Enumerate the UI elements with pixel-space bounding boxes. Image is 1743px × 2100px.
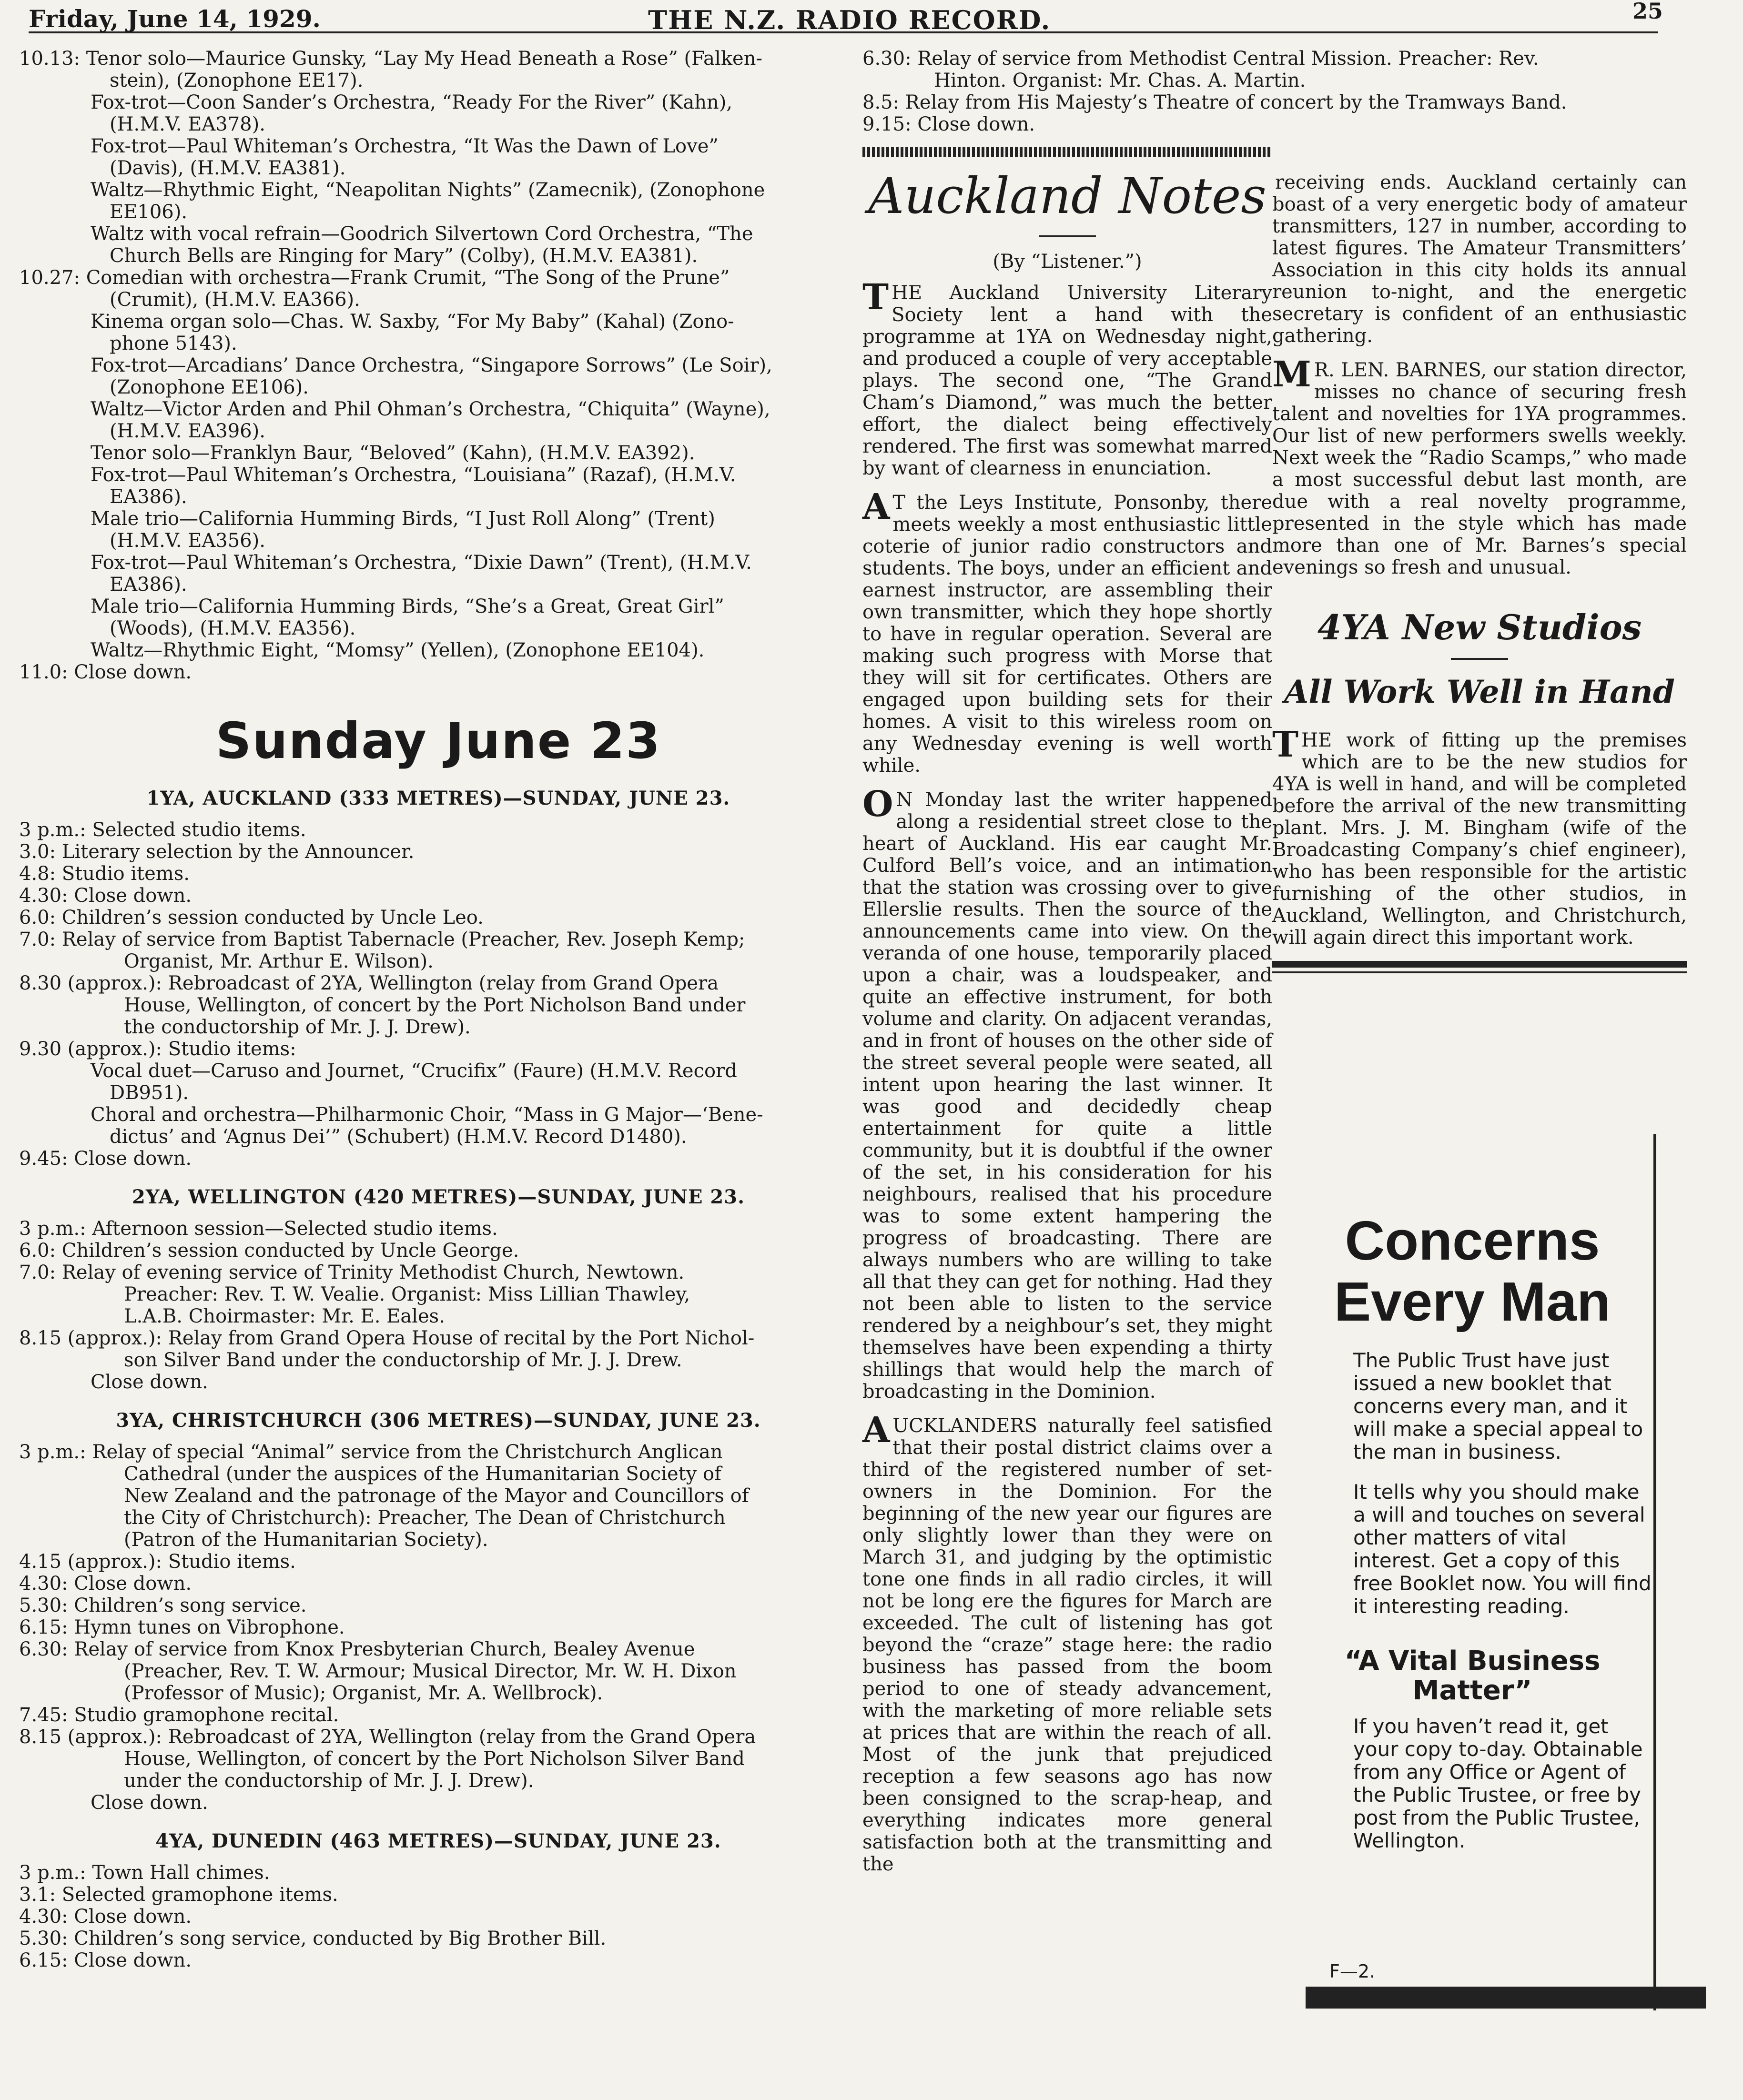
- schedule-line: 7.0: Relay of evening service of Trinity Methodist Church, Newtown.: [19, 1262, 685, 1283]
- programme-line: Fox-trot—Paul Whiteman’s Orchestra, “Dixie Dawn” (Trent), (H.M.V.: [91, 552, 752, 574]
- schedule-line: 6.30: Relay of service from Knox Presbyterian Church, Bealey Avenue: [19, 1638, 695, 1660]
- schedule-line: 6.0: Children’s session conducted by Uncle Leo.: [19, 907, 484, 929]
- title-rule: [1039, 235, 1096, 237]
- schedule-line: L.A.B. Choirmaster: Mr. E. Eales.: [124, 1305, 445, 1327]
- schedule-line: dictus’ and ‘Agnus Dei’” (Schubert) (H.M.V. Record D1480).: [110, 1126, 687, 1148]
- schedule-line: 6.15: Hymn tunes on Vibrophone.: [19, 1616, 345, 1638]
- schedule-line: 6.0: Children’s session conducted by Uncle George.: [19, 1240, 519, 1262]
- programme-line: (Woods), (H.M.V. EA356).: [110, 617, 356, 639]
- notes-paragraph: [862, 277, 1272, 479]
- schedule-line: under the conductorship of Mr. J. J. Drew).: [124, 1770, 534, 1792]
- schedule-line: Choral and orchestra—Philharmonic Choir, “Mass in G Major—‘Bene-: [91, 1104, 763, 1126]
- notes-paragraph: [1272, 354, 1687, 578]
- schedule-line: 3.0: Literary selection by the Announcer.: [19, 841, 415, 863]
- programme-line: stein), (Zonophone EE17).: [110, 70, 364, 91]
- drop-cap: T: [862, 277, 889, 318]
- schedule-line: Preacher: Rev. T. W. Vealie. Organist: Miss Lillian Thawley,: [124, 1283, 690, 1305]
- station-heading: 1YA, AUCKLAND (333 METRES)—SUNDAY, JUNE 23.: [146, 787, 730, 809]
- programme-line: 9.15: Close down.: [862, 113, 1035, 135]
- ad-paragraph-1: The Public Trust have just issued a new booklet that concerns every man, and it will make a special appeal to the man in business.: [1353, 1349, 1643, 1464]
- schedule-line: Organist, Mr. Arthur E. Wilson).: [124, 950, 434, 972]
- schedule-line: (Preacher, Rev. T. W. Armour; Musical Director, Mr. W. H. Dixon: [124, 1660, 737, 1682]
- schedule-line: 4.8: Studio items.: [19, 863, 190, 885]
- studios-title: 4YA New Studios: [1317, 607, 1642, 647]
- schedule-line: son Silver Band under the conductorship of Mr. J. J. Drew.: [124, 1349, 682, 1371]
- programme-line: Waltz—Victor Arden and Phil Ohman’s Orchestra, “Chiquita” (Wayne),: [91, 398, 770, 420]
- schedule-line: 7.0: Relay of service from Baptist Tabernacle (Preacher, Rev. Joseph Kemp;: [19, 929, 745, 950]
- programme-line: Waltz—Rhythmic Eight, “Momsy” (Yellen), (Zonophone EE104).: [91, 639, 705, 661]
- programme-line: EA386).: [110, 574, 187, 596]
- ad-code: F—2.: [1329, 1961, 1376, 1982]
- programme-line: 11.0: Close down.: [19, 661, 192, 683]
- station-heading: 3YA, CHRISTCHURCH (306 METRES)—SUNDAY, JUNE 23.: [116, 1409, 761, 1432]
- notes-paragraph: [862, 486, 1272, 777]
- programme-line: 10.27: Comedian with orchestra—Frank Crumit, “The Song of the Prune”: [19, 267, 730, 289]
- programme-line: Waltz—Rhythmic Eight, “Neapolitan Nights” (Zamecnik), (Zonophone: [91, 179, 765, 201]
- ad-quote: “A Vital Business Matter”: [1344, 1646, 1601, 1706]
- schedule-line: 4.15 (approx.): Studio items.: [19, 1551, 296, 1573]
- column-notes-continued: [1272, 172, 1687, 988]
- page-number: 25: [1632, 0, 1663, 24]
- programme-tail: [862, 48, 1567, 135]
- programme-line: 6.30: Relay of service from Methodist Central Mission. Preacher: Rev.: [862, 48, 1539, 70]
- programme-line: Church Bells are Ringing for Mary” (Colby), (H.M.V. EA381).: [110, 245, 698, 267]
- programme-line: Fox-trot—Paul Whiteman’s Orchestra, “It Was the Dawn of Love”: [91, 135, 719, 157]
- programme-line: EE106).: [110, 201, 188, 223]
- paragraph-text: T the Leys Institute, Ponsonby, there meets weekly a most enthusiastic little coterie of junior radio constructors and students. The boys, under an efficient and earnest instructor, are assembling their own transmitter, which they hope shortly to have in regular operation. Several are making such progress with Morse that they will sit for certificates. Others are engaged upon building sets for their homes. A visit to this wireless room on any Wednesday evening is well worth while.: [862, 492, 1272, 777]
- drop-cap: T: [1272, 724, 1299, 765]
- programme-line: (Davis), (H.M.V. EA381).: [110, 157, 346, 179]
- schedule-line: House, Wellington, of concert by the Port Nicholson Silver Band: [124, 1748, 745, 1770]
- paragraph-text: HE Auckland University Literary Society lent a hand with the programme at 1YA on Wednesday night, and produced a couple of very acceptable plays. The second one, “The Grand Cham’s Diamond,” was much the better effort, the dialect being effectively rendered. The first was somewhat marred by want of clearness in enunciation.: [862, 282, 1272, 479]
- column-programmes: [19, 48, 858, 1971]
- schedule-line: 3 p.m.: Relay of special “Animal” service from the Christchurch Anglican: [19, 1441, 723, 1463]
- studios-subtitle: All Work Well in Hand: [1284, 673, 1675, 710]
- schedule-line: 3.1: Selected gramophone items.: [19, 1884, 338, 1906]
- page-header: [29, 0, 1663, 35]
- drop-cap: O: [862, 784, 893, 825]
- schedule-line: DB951).: [110, 1082, 189, 1104]
- schedule-line: Close down.: [91, 1792, 208, 1814]
- ad-headline: [1291, 1210, 1653, 1332]
- notes-paragraph: [862, 784, 1272, 1403]
- studios-paragraph: [1272, 724, 1687, 949]
- schedule-line: 8.30 (approx.): Rebroadcast of 2YA, Wellington (relay from Grand Opera: [19, 972, 719, 994]
- programme-line: Fox-trot—Coon Sander’s Orchestra, “Ready For the River” (Kahn),: [91, 91, 733, 113]
- notes-paragraph: [1272, 172, 1687, 347]
- drop-cap: A: [862, 1410, 890, 1451]
- auckland-notes-title: Auckland Notes: [868, 167, 1267, 225]
- schedule-line: the City of Christchurch): Preacher, The Dean of Christchurch: [124, 1507, 726, 1529]
- programme-line: Kinema organ solo—Chas. W. Saxby, “For My Baby” (Kahal) (Zono-: [91, 311, 734, 333]
- bottom-rule: [1306, 1987, 1706, 2009]
- schedule-line: 4.30: Close down.: [19, 1573, 192, 1595]
- column-rule: [862, 147, 1272, 157]
- programme-line: (H.M.V. EA396).: [110, 420, 265, 442]
- programme-line: phone 5143).: [110, 333, 237, 354]
- programme-line: (Crumit), (H.M.V. EA366).: [110, 289, 360, 311]
- schedule-line: Close down.: [91, 1371, 208, 1393]
- programme-line: 10.13: Tenor solo—Maurice Gunsky, “Lay My Head Beneath a Rose” (Falken-: [19, 48, 762, 70]
- ad-headline-line1: Concerns: [1345, 1210, 1600, 1272]
- schedule-line: Cathedral (under the auspices of the Humanitarian Society of: [124, 1463, 721, 1485]
- drop-cap: M: [1272, 354, 1311, 395]
- byline: (By “Listener.”): [993, 251, 1142, 273]
- programme-line: (H.M.V. EA356).: [110, 530, 265, 552]
- schedule-line: 7.45: Studio gramophone recital.: [19, 1704, 339, 1726]
- ad-paragraph-2: It tells why you should make a will and touches on several other matters of vital interest. Get a copy of this free Booklet now. You will find it interesting reading.: [1353, 1480, 1652, 1618]
- programme-line: Male trio—California Humming Birds, “She’s a Great, Great Girl”: [91, 596, 724, 617]
- studios-text: HE work of fitting up the premises which are to be the new studios for 4YA is well in hand, and will be completed before the arrival of the new transmitting plant. Mrs. J. M. Bingham (wife of the Broadcasting Company’s chief engineer), who has been responsible for the artistic furnishing of the other studios, in Auckland, Wellington, and Christchurch, will again direct this important work.: [1272, 729, 1687, 949]
- programme-continuation: [19, 48, 858, 683]
- schedule-line: 9.45: Close down.: [19, 1148, 192, 1170]
- notes-body: [862, 277, 1272, 1875]
- schedule-line: 3 p.m.: Selected studio items.: [19, 819, 306, 841]
- schedule-line: House, Wellington, of concert by the Port Nicholson Band under: [124, 994, 746, 1016]
- schedule-line: 9.30 (approx.): Studio items:: [19, 1038, 296, 1060]
- schedule-line: 3 p.m.: Afternoon session—Selected studio items.: [19, 1218, 498, 1240]
- paragraph-text: N Monday last the writer happened along a residential street close to the heart of Auckland. His ear caught Mr. Culford Bell’s voice, and an intimation that the station was crossing over to give Ellerslie results. Then the source of the announcements came into view. On the veranda of one house, temporarily placed upon a chair, was a loudspeaker, and quite an effective instrument, for both volume and clarity. On adjacent verandas, and in front of houses on the other side of the street several people were seated, all intent upon hearing the last winner. It was good and decidedly cheap entertainment for quite a little community, but it is doubtful if the owner of the set, in his consideration for his neighbours, realised that his procedure was to some extent hampering the progress of broadcasting. There are always numbers who are willing to take all that they can get for nothing. Had they not been able to listen to the service rendered by a neighbour’s set, they might themselves have been expending a thirty shillings that would help the march of broadcasting in the Dominion.: [862, 789, 1272, 1403]
- section-rule: [1272, 961, 1687, 968]
- notes-paragraph: [862, 1410, 1272, 1875]
- publication-title: THE N.Z. RADIO RECORD.: [648, 5, 1051, 35]
- programme-line: (Zonophone EE106).: [110, 376, 309, 398]
- schedule-line: 4.30: Close down.: [19, 1906, 192, 1928]
- programme-line: Fox-trot—Paul Whiteman’s Orchestra, “Louisiana” (Razaf), (H.M.V.: [91, 464, 736, 486]
- schedule-line: 5.30: Children’s song service.: [19, 1595, 307, 1616]
- programme-line: Fox-trot—Arcadians’ Dance Orchestra, “Singapore Sorrows” (Le Soir),: [91, 354, 772, 376]
- programme-line: (H.M.V. EA378).: [110, 113, 265, 135]
- section-rule-thin: [1272, 971, 1687, 973]
- paragraph-text: UCKLANDERS naturally feel satisfied that their postal district claims over a third of the registered number of set-owners in the Dominion. For the beginning of the new year our figures are only slightly lower than they were on March 31, and judging by the optimistic tone one finds in all radio circles, it will not be long ere the figures for March are exceeded. The cult of listening has got beyond the “craze” stage here: the radio business has passed from the boom period to one of steady advancement, with the marketing of more reliable sets at prices that are within the reach of all. Most of the junk that prejudiced reception a few seasons ago has now been consigned to the scrap-heap, and everything indicates more general satisfaction both at the transmitting and the: [862, 1415, 1272, 1875]
- schedule-line: 5.30: Children’s song service, conducted by Big Brother Bill.: [19, 1928, 607, 1949]
- schedule-line: 8.15 (approx.): Relay from Grand Opera House of recital by the Port Nichol-: [19, 1327, 755, 1349]
- sunday-heading: Sunday June 23: [215, 712, 661, 770]
- programme-line: Waltz with vocal refrain—Goodrich Silvertown Cord Orchestra, “The: [91, 223, 753, 245]
- schedule-line: (Professor of Music); Organist, Mr. A. Wellbrock).: [124, 1682, 603, 1704]
- schedule-line: (Patron of the Humanitarian Society).: [124, 1529, 488, 1551]
- ad-paragraph-3: If you haven’t read it, get your copy to-day. Obtainable from any Office or Agent of the Public Trustee, or free by post from the Public Trustee, Wellington.: [1353, 1715, 1643, 1852]
- station-heading: 4YA, DUNEDIN (463 METRES)—SUNDAY, JUNE 23.: [155, 1830, 721, 1852]
- programme-line: EA386).: [110, 486, 187, 508]
- programme-line: Tenor solo—Franklyn Baur, “Beloved” (Kahn), (H.M.V. EA392).: [91, 442, 695, 464]
- schedule-line: New Zealand and the patronage of the Mayor and Councillors of: [124, 1485, 749, 1507]
- station-schedules: [19, 787, 858, 1971]
- station-heading: 2YA, WELLINGTON (420 METRES)—SUNDAY, JUNE 23.: [132, 1186, 745, 1208]
- paragraph-text: R. LEN. BARNES, our station director, misses no chance of securing fresh talent and novelties for 1YA programmes. Our list of new performers swells weekly. Next week the “Radio Scamps,” who made a most successful debut last month, are due with a real novelty programme, presented in the style which has made more than one of Mr. Barnes’s special evenings so fresh and unusual.: [1272, 359, 1687, 578]
- public-trust-advertisement: [1291, 1134, 1656, 2010]
- programme-line: Male trio—California Humming Birds, “I Just Roll Along” (Trent): [91, 508, 715, 530]
- schedule-line: the conductorship of Mr. J. J. Drew).: [124, 1016, 471, 1038]
- schedule-line: 6.15: Close down.: [19, 1949, 192, 1971]
- drop-cap: A: [862, 486, 890, 527]
- programme-line: 8.5: Relay from His Majesty’s Theatre of concert by the Tramways Band.: [862, 91, 1567, 113]
- paragraph-text: receiving ends. Auckland certainly can boast of a very energetic body of amateur transmitters, 127 in number, according to latest figures. The Amateur Transmitters’ Association in this city holds its annual reunion to-night, and the energetic secretary is confident of an enthusiastic gathering.: [1272, 172, 1687, 347]
- schedule-line: 3 p.m.: Town Hall chimes.: [19, 1862, 270, 1884]
- schedule-line: Vocal duet—Caruso and Journet, “Crucifix” (Faure) (H.M.V. Record: [91, 1060, 737, 1082]
- schedule-line: 4.30: Close down.: [19, 885, 192, 907]
- issue-date: Friday, June 14, 1929.: [29, 5, 321, 33]
- notes-continued: [1272, 172, 1687, 578]
- ad-headline-line2: Every Man: [1334, 1271, 1611, 1333]
- title-rule: [1451, 658, 1508, 660]
- schedule-line: 8.15 (approx.): Rebroadcast of 2YA, Wellington (relay from the Grand Opera: [19, 1726, 756, 1748]
- programme-line: Hinton. Organist: Mr. Chas. A. Martin.: [934, 70, 1306, 91]
